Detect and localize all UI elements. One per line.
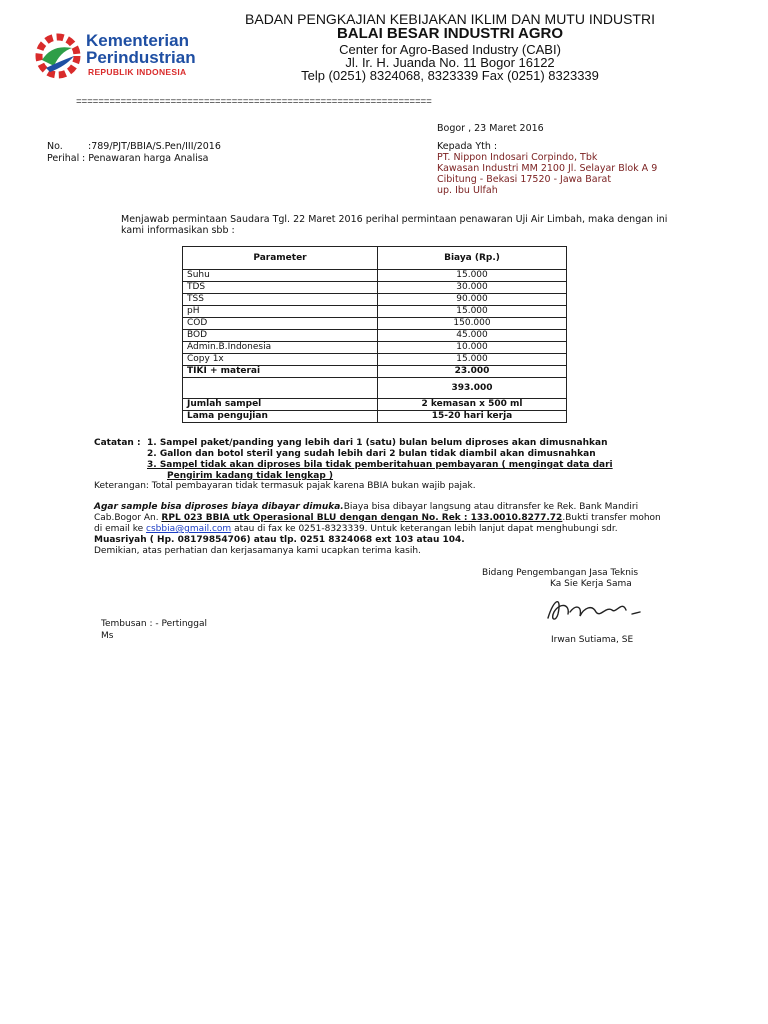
parameter-cell: TDS <box>183 282 378 294</box>
subject-label: Perihal <box>47 153 80 164</box>
cc-line-1: Tembusan : - Pertinggal <box>101 619 207 629</box>
email-prefix-text: di email ke <box>94 524 147 534</box>
footer-label-cell: Jumlah sampel <box>183 399 378 411</box>
table-header-row <box>183 247 567 270</box>
payment-line-1 <box>94 502 712 514</box>
table-row <box>183 306 567 318</box>
cost-cell: 23.000 <box>378 366 567 378</box>
cost-cell: 30.000 <box>378 282 567 294</box>
payment-line-2 <box>94 513 661 525</box>
recipient-street: Kawasan Industri MM 2100 Jl. Selayar Blok A 9 <box>437 163 658 174</box>
cost-cell: 15.000 <box>378 270 567 282</box>
cost-cell: 150.000 <box>378 318 567 330</box>
total-label-cell <box>183 378 378 399</box>
notes-label: Catatan : <box>94 438 141 448</box>
handwritten-signature <box>540 590 650 630</box>
logo-text-kementerian: Kementerian <box>86 31 189 50</box>
signatory-position: Ka Sie Kerja Sama <box>550 579 632 589</box>
subject-value: : Penawaran harga Analisa <box>82 153 209 164</box>
letter-date: Bogor , 23 Maret 2016 <box>437 123 544 134</box>
email-link[interactable]: csbbia@gmail.com <box>146 524 232 534</box>
total-row <box>183 378 567 399</box>
parameter-cell: TSS <box>183 294 378 306</box>
intro-line-1: Menjawab permintaan Saudara Tgl. 22 Maret 2016 perihal permintaan penawaran Uji Air Limbah, maka dengan ini <box>121 214 668 225</box>
cost-cell: 45.000 <box>378 330 567 342</box>
total-cost-cell: 393.000 <box>378 378 567 399</box>
fax-contact-text: atau di fax ke 0251-8323339. Untuk keterangan lebih lanjut dapat menghubungi sdr. <box>231 524 618 534</box>
price-table <box>182 246 567 423</box>
cost-cell: 10.000 <box>378 342 567 354</box>
remarks-text: Keterangan: Total pembayaran tidak termasuk pajak karena BBIA bukan wajib pajak. <box>94 481 476 491</box>
recipient-city: Cibitung - Bekasi 17520 - Jawa Barat <box>437 174 612 185</box>
intro-line-2: kami informasikan sbb : <box>121 225 235 236</box>
contact-person: Muasriyah ( Hp. 08179854706) <box>94 535 251 545</box>
footer-label-cell: Lama pengujian <box>183 411 378 423</box>
parameter-cell: BOD <box>183 330 378 342</box>
cost-cell: 15.000 <box>378 354 567 366</box>
letter-number: :789/PJT/BBIA/S.Pen/III/2016 <box>88 141 221 152</box>
cost-cell: 90.000 <box>378 294 567 306</box>
closing-text: Demikian, atas perhatian dan kerjasamanya kami ucapkan terima kasih. <box>94 546 421 556</box>
letter-number-label: No. <box>47 141 63 152</box>
parameter-cell: Copy 1x <box>183 354 378 366</box>
table-row <box>183 318 567 330</box>
footer-value-cell: 2 kemasan x 500 ml <box>378 399 567 411</box>
table-row <box>183 330 567 342</box>
bank-account-number: RPL 023 BBIA utk Operasional BLU dengan dengan No. Rek : 133.0010.8277.72 <box>161 513 563 523</box>
parameter-cell: Admin.B.Indonesia <box>183 342 378 354</box>
table-row <box>183 366 567 378</box>
table-row <box>183 354 567 366</box>
payment-bank-text: Biaya bisa dibayar langsung atau ditransfer ke Rek. Bank Mandiri <box>343 502 639 512</box>
institute-name: BALAI BESAR INDUSTRI AGRO <box>336 25 564 42</box>
institute-address: Jl. Ir. H. Juanda No. 11 Bogor 16122 <box>345 55 555 70</box>
footer-value-cell: 15-20 hari kerja <box>378 411 567 423</box>
table-row <box>183 294 567 306</box>
institute-english-name: Center for Agro-Based Industry (CABI) <box>339 42 561 57</box>
ministry-logo <box>32 30 222 82</box>
logo-text-perindustrian: Perindustrian <box>86 48 196 67</box>
table-row <box>183 270 567 282</box>
contact-phone: atau tlp. 0251 8324068 ext 103 atau 104. <box>250 535 465 545</box>
table-row <box>183 342 567 354</box>
recipient-label: Kepada Yth : <box>437 141 498 152</box>
note-item-2: 2. Gallon dan botol steril yang sudah lebih dari 2 bulan tidak diambil akan dimusnahkan <box>147 449 596 459</box>
logo-text-republik: REPUBLIK INDONESIA <box>88 67 187 77</box>
note-item-3: 3. Sampel tidak akan diproses bila tidak pemberitahuan pembayaran ( mengingat data dari <box>147 460 613 470</box>
agency-name: BADAN PENGKAJIAN KEBIJAKAN IKLIM DAN MUTU INDUSTRI <box>245 11 655 27</box>
signatory-name: Irwan Sutiama, SE <box>551 635 634 645</box>
note-item-3-continued: Pengirim kadang tidak lengkap ) <box>167 471 334 481</box>
payment-notice: Agar sample bisa diproses biaya dibayar dimuka. <box>94 502 344 512</box>
sample-count-row <box>183 399 567 411</box>
payment-line-3 <box>94 524 618 536</box>
cc-line-2: Ms <box>101 631 114 641</box>
header-divider: ================================================================ <box>76 96 432 107</box>
parameter-cell: Suhu <box>183 270 378 282</box>
signatory-department: Bidang Pengembangan Jasa Teknis <box>482 568 639 578</box>
gear-icon <box>32 30 84 82</box>
institute-phone: Telp (0251) 8324068, 8323339 Fax (0251) 8323339 <box>301 68 599 83</box>
test-duration-row <box>183 411 567 423</box>
table-row <box>183 282 567 294</box>
payment-line-4 <box>94 535 465 547</box>
parameter-cell: pH <box>183 306 378 318</box>
column-header-parameter: Parameter <box>183 247 378 270</box>
note-item-1: 1. Sampel paket/panding yang lebih dari 1 (satu) bulan belum diproses akan dimusnahkan <box>147 438 608 448</box>
recipient-attention: up. Ibu Ulfah <box>437 185 498 196</box>
column-header-cost: Biaya (Rp.) <box>378 247 567 270</box>
parameter-cell: TIKI + materai <box>183 366 378 378</box>
payment-proof-text: .Bukti transfer mohon <box>562 513 661 523</box>
parameter-cell: COD <box>183 318 378 330</box>
recipient-company: PT. Nippon Indosari Corpindo, Tbk <box>437 152 598 163</box>
cost-cell: 15.000 <box>378 306 567 318</box>
payment-branch-text: Cab.Bogor An. <box>94 513 162 523</box>
